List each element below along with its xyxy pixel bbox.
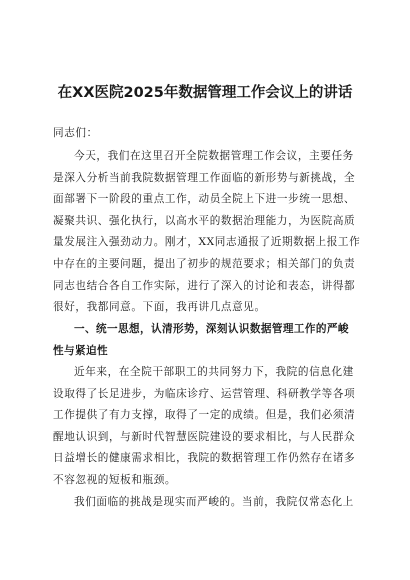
paragraph-line: 不容忽视的短板和瓶颈。 xyxy=(53,473,177,486)
heading-line: 性与紧迫性 xyxy=(53,344,108,357)
paragraph-line: 近年来，在全院干部职工的共同努力下，我院的信息化建 xyxy=(74,366,354,378)
paragraph-opening xyxy=(53,146,363,319)
paragraph-line: 我们面临的挑战是现实而严峻的。当前，我院仅常态化上 xyxy=(74,496,354,508)
section-heading-1 xyxy=(53,319,363,362)
paragraph-line: 是深入分析当前我院数据管理工作面临的新形势与新挑战，全 xyxy=(53,171,356,184)
paragraph-line: 面部署下一阶段的重点工作，动员全院上下进一步统一思想、 xyxy=(53,193,356,206)
paragraph-line: 很好，我都同意。下面，我再讲几点意见。 xyxy=(53,301,266,314)
paragraph-line: 设取得了长足进步，为临床诊疗、运营管理、科研教学等各项 xyxy=(53,387,356,400)
paragraph-line: 工作提供了有力支撑，取得了一定的成绩。但是，我们必须清 xyxy=(53,409,356,422)
paragraph-line: 量发展注入强劲动力。刚才，XX同志通报了近期数据上报工作 xyxy=(53,236,361,249)
document-title: 在XX医院2025年数据管理工作会议上的讲话 xyxy=(57,85,353,101)
paragraph-line: 凝聚共识、强化执行，以高水平的数据治理能力，为医院高质 xyxy=(53,214,356,227)
paragraph-progress xyxy=(53,362,363,492)
salutation: 同志们： xyxy=(53,127,98,139)
paragraph-challenges xyxy=(53,492,363,514)
paragraph-line: 中存在的主要问题，提出了初步的规范要求；相关部门的负责 xyxy=(53,257,356,270)
paragraph-line: 今天，我们在这里召开全院数据管理工作会议，主要任务 xyxy=(74,150,354,162)
paragraph-line: 同志也结合各自工作实际，进行了深入的讨论和表态，讲得都 xyxy=(53,279,356,292)
paragraph-line: 日益增长的健康需求相比，我院的数据管理工作仍然存在诸多 xyxy=(53,452,356,465)
heading-line: 一、统一思想，认清形势，深刻认识数据管理工作的严峻 xyxy=(74,323,349,335)
paragraph-line: 醒地认识到，与新时代智慧医院建设的要求相比，与人民群众 xyxy=(53,430,356,443)
